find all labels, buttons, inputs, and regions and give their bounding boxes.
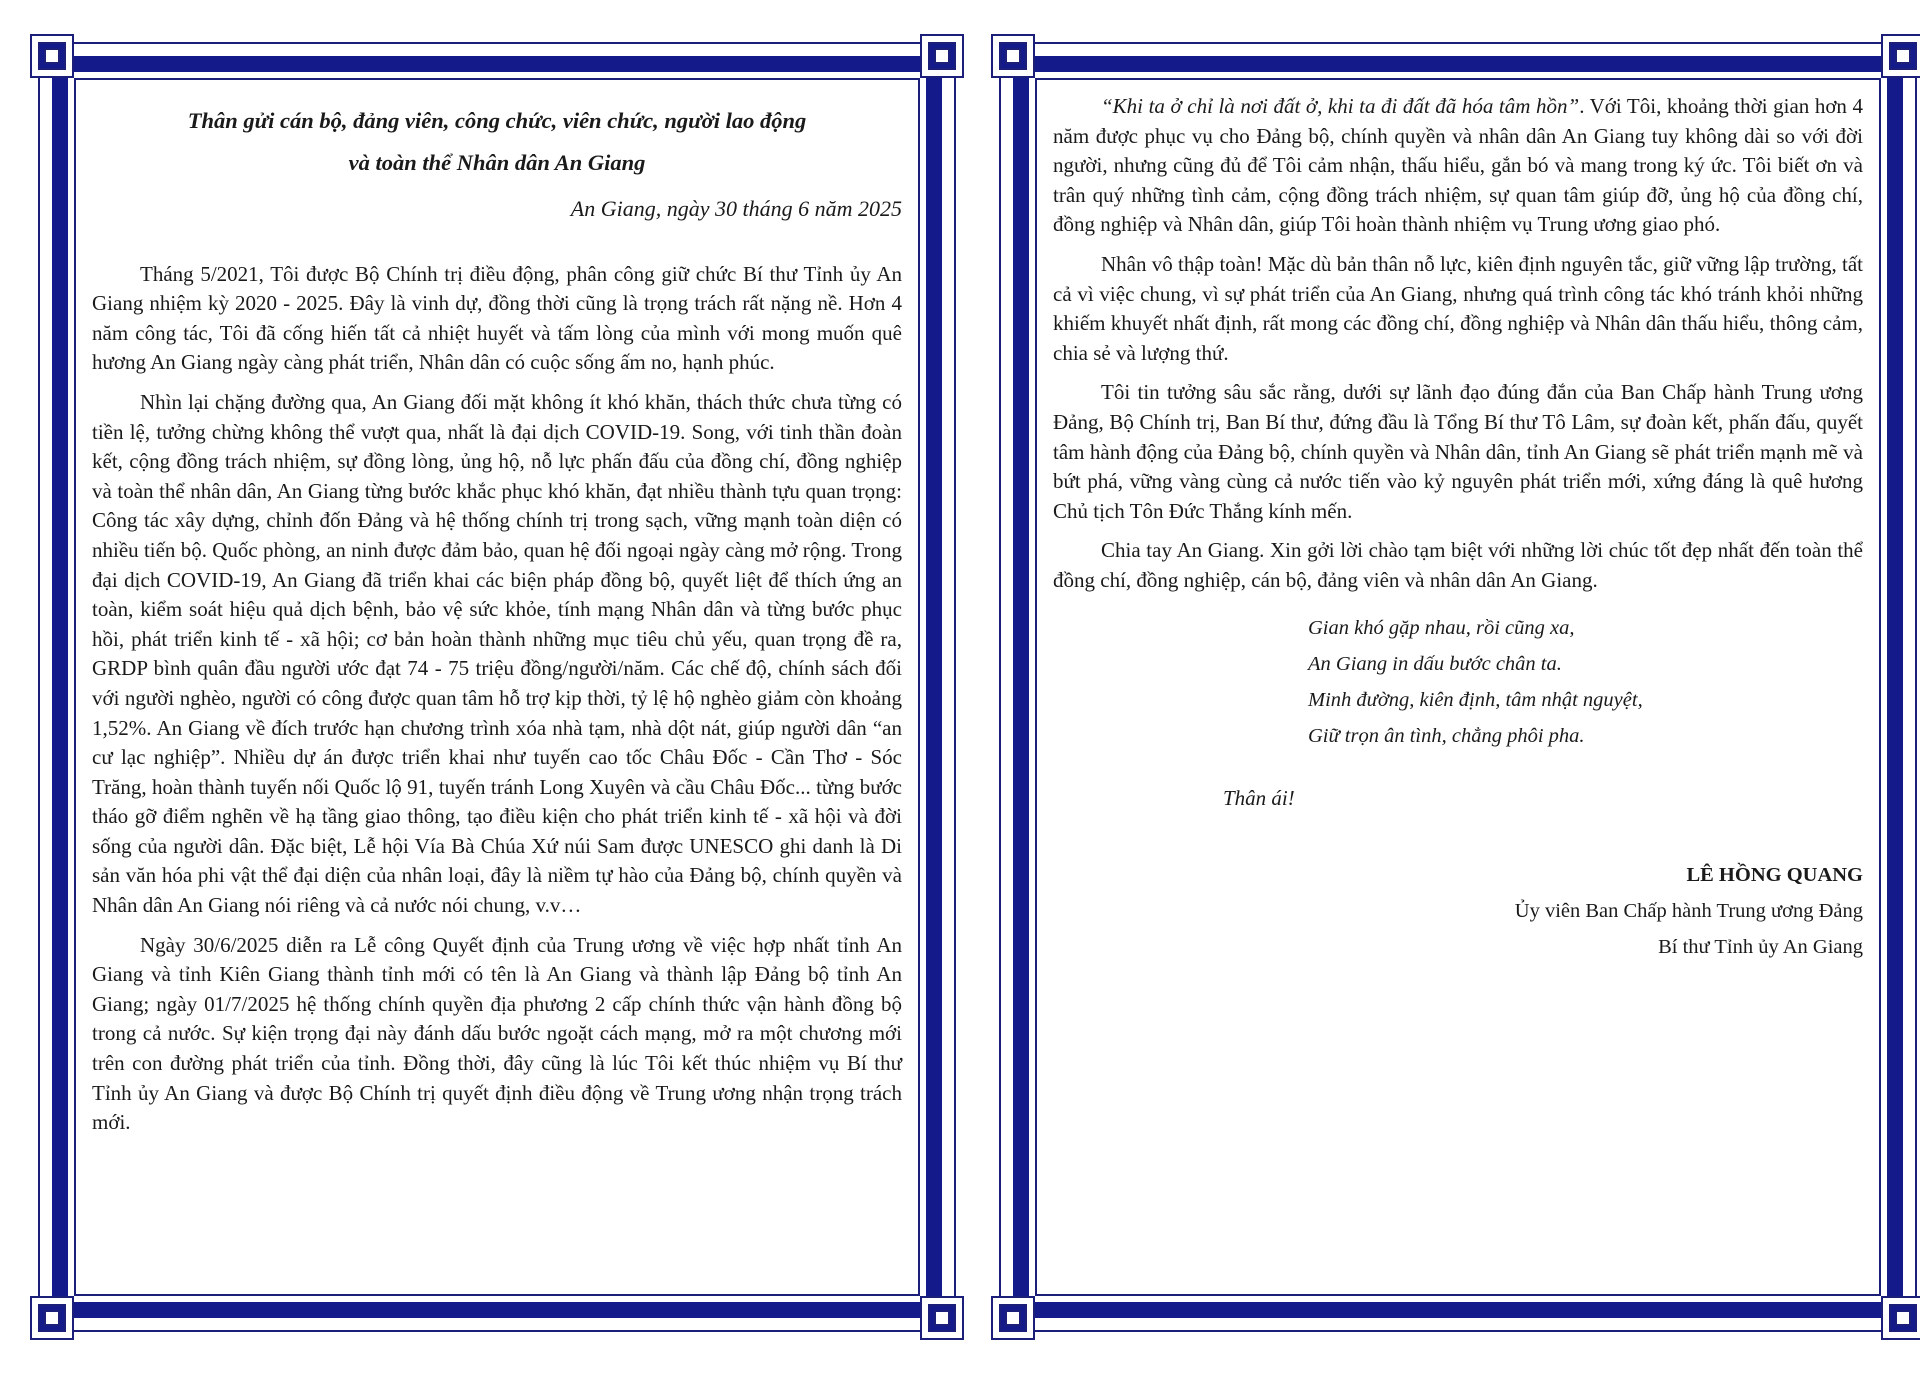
paragraph: Tôi tin tưởng sâu sắc rằng, dưới sự lãnh đạo đúng đắn của Ban Chấp hành Trung ương Đảng, Bộ Chính trị, Ban Bí thư, đứng đầu là Tổng Bí thư Tô Lâm, sự đoàn kết, phấn đấu, quyết tâm hành động của Đảng bộ, chính quyền và Nhân dân, tỉnh An Giang sẽ phát triển mạnh mẽ và bứt phá, vững vàng cùng cả nước tiến vào kỷ nguyên phát triển mới, xứng đáng là quê hương Chủ tịch Tôn Đức Thắng kính mến.	[1053, 380, 1863, 523]
poem-line: An Giang in dấu bước chân ta.	[1308, 652, 1562, 675]
paragraph: Nhìn lại chặng đường qua, An Giang đối mặt không ít khó khăn, thách thức chưa từng có tiền lệ, tưởng chừng không thể vượt qua, nhất là đại dịch COVID-19. Song, với tinh thần đoàn kết, cộng đồng trách nhiệm, sự đồng lòng, ủng hộ, nỗ lực phấn đấu của đồng chí, đồng nghiệp và toàn thể nhân dân, An Giang từng bước khắc phục khó khăn, đạt nhiều thành tựu quan trọng: Công tác xây dựng, chỉnh đốn Đảng và hệ thống chính trị trong sạch, vững mạnh toàn diện có nhiều tiến bộ. Quốc phòng, an ninh được đảm bảo, quan hệ đối ngoại ngày càng mở rộng. Trong đại dịch COVID-19, An Giang đã triển khai các biện pháp đồng bộ, quyết liệt để thích ứng an toàn, kiểm soát hiệu quả dịch bệnh, bảo vệ sức khỏe, tính mạng Nhân dân và từng bước phục hồi, phát triển kinh tế - xã hội; cơ bản hoàn thành những mục tiêu chủ yếu, quan trọng đề ra, GRDP bình quân đầu người ước đạt 74 - 75 triệu đồng/người/năm. Các chế độ, chính sách đối với người nghèo, người có công được quan tâm hỗ trợ kịp thời, tỷ lệ hộ nghèo giảm còn khoảng 1,52%. An Giang về đích trước hạn chương trình xóa nhà tạm, nhà dột nát, giúp người dân “an cư lạc nghiệp”. Nhiều dự án được triển khai như tuyến cao tốc Châu Đốc - Cần Thơ - Sóc Trăng, hoàn thành tuyến nối Quốc lộ 91, tuyến tránh Long Xuyên và cầu Châu Đốc... từng bước tháo gỡ điểm nghẽn về hạ tầng giao thông, tạo điều kiện cho phát triển kinh tế - xã hội và đời sống của người dân. Đặc biệt, Lễ hội Vía Bà Chúa Xứ núi Sam được UNESCO ghi danh là Di sản văn hóa phi vật thể đại diện của nhân loại, đây là niềm tự hào của Đảng bộ, chính quyền và Nhân dân An Giang nói riêng và cả nước nói chung, v.v…	[92, 389, 902, 918]
salutation-line-1: Thân gửi cán bộ, đảng viên, công chức, viên chức, người lao động	[187, 108, 807, 133]
letter-page-right	[999, 42, 1917, 1332]
poem	[1308, 610, 1863, 754]
corner-ornament	[30, 1296, 74, 1340]
poem-line: Gian khó gặp nhau, rồi cũng xa,	[1308, 616, 1575, 639]
paragraph-text: . Với Tôi, khoảng thời gian hơn 4 năm được phục vụ cho Đảng bộ, chính quyền và nhân dân An Giang tuy không dài so với đời người, nhưng cũng đủ để Tôi cảm nhận, thấu hiểu, gắn bó và mang trong ký ức. Tôi biết ơn và trân quý những tình cảm, cộng đồng trách nhiệm, sự quan tâm giúp đỡ, ủng hộ của đồng chí, đồng nghiệp và Nhân dân, giúp Tôi hoàn thành nhiệm vụ Trung ương giao phó.	[1053, 94, 1863, 237]
signer-name: LÊ HỒNG QUANG	[1686, 864, 1863, 887]
paragraph: Tháng 5/2021, Tôi được Bộ Chính trị điều động, phân công giữ chức Bí thư Tỉnh ủy An Giang nhiệm kỳ 2020 - 2025. Đây là vinh dự, đồng thời cũng là trọng trách rất nặng nề. Hơn 4 năm công tác, Tôi đã cống hiến tất cả nhiệt huyết và tấm lòng của mình với mong muốn quê hương An Giang ngày càng phát triển, Nhân dân có cuộc sống ấm no, hạnh phúc.	[92, 261, 902, 375]
corner-ornament	[991, 34, 1035, 78]
corner-ornament	[1881, 1296, 1920, 1340]
dateline: An Giang, ngày 30 tháng 6 năm 2025	[570, 196, 902, 221]
corner-ornament	[30, 34, 74, 78]
poem-line: Minh đường, kiên định, tâm nhật nguyệt,	[1308, 688, 1643, 711]
quote: “Khi ta ở chỉ là nơi đất ở, khi ta đi đất đã hóa tâm hồn”	[1101, 94, 1580, 118]
letter-page-left	[38, 42, 956, 1332]
poem-line: Giữ trọn ân tình, chẳng phôi pha.	[1308, 724, 1585, 747]
letter-body-right	[1053, 92, 1863, 1292]
signer-title: Bí thư Tỉnh ủy An Giang	[1658, 936, 1863, 959]
paragraph	[1053, 92, 1863, 240]
corner-ornament	[991, 1296, 1035, 1340]
closing-greeting: Thân ái!	[1223, 785, 1295, 810]
signature-block	[1053, 857, 1863, 965]
signer-title: Ủy viên Ban Chấp hành Trung ương Đảng	[1514, 900, 1863, 923]
paragraph: Nhân vô thập toàn! Mặc dù bản thân nỗ lực, kiên định nguyên tắc, giữ vững lập trường, tất cả vì việc chung, vì sự phát triển của An Giang, nhưng quá trình công tác khó tránh khỏi những khiếm khuyết nhất định, rất mong các đồng chí, đồng nghiệp và Nhân dân thấu hiểu, thông cảm, chia sẻ và lượng thứ.	[1053, 251, 1863, 365]
paragraph: Ngày 30/6/2025 diễn ra Lễ công Quyết định của Trung ương về việc hợp nhất tỉnh An Giang và tỉnh Kiên Giang thành tỉnh mới có tên là An Giang và thành lập Đảng bộ tỉnh An Giang; ngày 01/7/2025 hệ thống chính quyền địa phương 2 cấp chính thức vận hành đồng bộ trong cả nước. Sự kiện trọng đại này đánh dấu bước ngoặt cách mạng, mở ra một chương mới trên con đường phát triển của tỉnh. Đồng thời, đây cũng là lúc Tôi kết thúc nhiệm vụ Bí thư Tỉnh ủy An Giang và được Bộ Chính trị quyết định điều động về Trung ương nhận trọng trách mới.	[92, 932, 902, 1135]
paragraph: Chia tay An Giang. Xin gởi lời chào tạm biệt với những lời chúc tốt đẹp nhất đến toàn thể đồng chí, đồng nghiệp, cán bộ, đảng viên và nhân dân An Giang.	[1053, 538, 1863, 592]
salutation-line-2: và toàn thể Nhân dân An Giang	[348, 150, 646, 175]
letter-body-left	[92, 100, 902, 1292]
corner-ornament	[1881, 34, 1920, 78]
corner-ornament	[920, 34, 964, 78]
corner-ornament	[920, 1296, 964, 1340]
